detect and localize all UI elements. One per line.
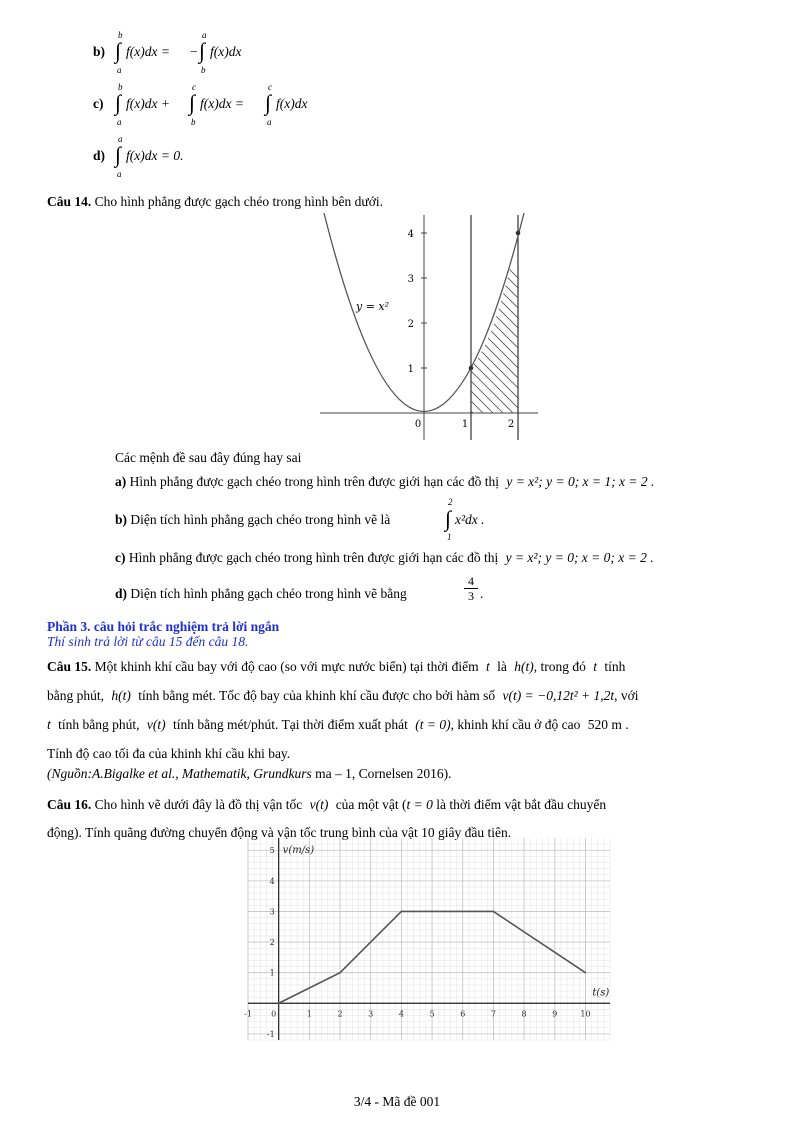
lim: 2 (448, 497, 453, 507)
q14-text: Cho hình phẳng được gạch chéo trong hình bên dưới. (94, 194, 383, 209)
text: , khinh khí cầu ở độ cao (450, 717, 581, 732)
xtick: 1 (461, 419, 469, 430)
y-axis-label: v(m/s) (282, 845, 315, 857)
q14-a-text: Hình phẳng được gạch chéo trong hình trên được giới hạn các đồ thị (129, 474, 499, 489)
q14-c-math: y = x²; y = 0; x = 0; x = 2 . (505, 550, 654, 565)
lim: b (191, 117, 196, 127)
y-tick-label: -1 (266, 1029, 275, 1039)
x-axis-label: t(s) (592, 987, 610, 999)
data-point (585, 972, 587, 974)
xtick: 0 (414, 419, 422, 430)
y-tick-label: 4 (269, 876, 275, 886)
item-b-left: f(x)dx = (126, 44, 170, 59)
lim: b (201, 65, 206, 75)
x-tick-label: 5 (429, 1009, 435, 1019)
data-point (493, 911, 495, 913)
x-tick-label: 6 (460, 1009, 466, 1019)
lim: a (118, 134, 123, 144)
q14-a-math: y = x²; y = 0; x = 1; x = 2 . (506, 474, 655, 489)
text: của một vật ( (335, 797, 407, 812)
math: v(t) (146, 717, 166, 732)
q15-line4: Tính độ cao tối đa của khinh khí cầu khi bay. (47, 746, 291, 761)
q14-b-text: Diện tích hình phẳng gạch chéo trong hình vẽ là (130, 512, 391, 527)
item-c-t3: f(x)dx (276, 96, 308, 111)
math: t (593, 659, 598, 674)
x-tick-label: 2 (337, 1009, 343, 1019)
q15-line2 (47, 688, 639, 704)
lim: a (117, 169, 122, 179)
q16-label: Câu 16. (47, 797, 92, 812)
y-tick-label: 5 (269, 846, 275, 856)
q14-b-label: b) (115, 512, 128, 527)
item-c-label: c) (93, 96, 104, 111)
lim: 1 (447, 532, 452, 542)
q14-b-math: x²dx . (455, 512, 485, 527)
y-tick-label: 3 (269, 907, 275, 917)
x-tick-label: 8 (521, 1009, 527, 1019)
text: Một khinh khí cầu bay với độ cao (so với mực nước biển) tại thời điểm (94, 659, 479, 674)
curve-label: y = x² (356, 300, 390, 313)
velocity-chart (244, 838, 610, 1040)
y-tick-label: 1 (269, 968, 275, 978)
q14-prompt: Các mệnh đề sau đây đúng hay sai (115, 450, 302, 465)
source-italic: (Nguồn:A.Bigalke et al., Mathematik, Grundkurs (47, 766, 312, 781)
q14-c (115, 550, 654, 566)
text: tính bằng mét/phút. Tại thời điểm xuất phát (173, 717, 408, 732)
q14-d-tail: . (480, 586, 484, 601)
text: là thời điểm vật bắt đầu chuyển (436, 797, 607, 812)
q14-d-fraction (464, 574, 478, 603)
text: bằng phút, (47, 688, 104, 703)
q15-line1 (47, 659, 625, 675)
q14-d-text: Diện tích hình phẳng gạch chéo trong hình vẽ bằng (130, 586, 407, 601)
q14-heading (47, 194, 383, 210)
math: 520 m . (587, 717, 629, 732)
page-footer: 3/4 - Mã đề 001 (353, 1094, 441, 1109)
q14-a (115, 474, 654, 490)
q16-line2: động). Tính quãng đường chuyển động và vận tốc trung bình của vật 10 giây đầu tiên. (47, 825, 512, 840)
q16-line1 (47, 797, 606, 813)
lim: a (117, 117, 122, 127)
math: h(t) (514, 659, 534, 674)
data-point (401, 911, 403, 913)
item-b-label: b) (93, 44, 106, 59)
lim: c (268, 82, 272, 92)
text: , trong đó (533, 659, 586, 674)
q14-c-text: Hình phẳng được gạch chéo trong hình trên được giới hạn các đồ thị (128, 550, 499, 565)
q15-line3 (47, 717, 629, 733)
part3-subtitle: Thí sinh trả lời từ câu 15 đến câu 18. (47, 634, 249, 649)
text: tính (604, 659, 626, 674)
data-point (339, 972, 341, 974)
math: t = 0 (406, 797, 433, 812)
x-tick-label: 0 (271, 1009, 277, 1019)
item-c-t1: f(x)dx + (126, 96, 170, 111)
q14-a-label: a) (115, 474, 127, 489)
y-tick-label: 2 (269, 938, 275, 948)
q15-source (47, 766, 452, 782)
text: , với (614, 688, 639, 703)
lim: a (202, 30, 207, 40)
text: là (497, 659, 507, 674)
ytick: 2 (407, 319, 414, 330)
source-plain: ma – 1, Cornelsen 2016). (315, 766, 452, 781)
xtick: 2 (507, 419, 515, 430)
ytick: 1 (407, 364, 414, 375)
q14-d-label: d) (115, 586, 128, 601)
x-tick-label: 7 (490, 1009, 496, 1019)
item-b-minus: − (190, 44, 198, 59)
q14-label: Câu 14. (47, 194, 92, 209)
math: t (486, 659, 490, 674)
lim: a (267, 117, 272, 127)
math: t (47, 717, 51, 732)
lim: a (117, 65, 122, 75)
lim: b (118, 82, 123, 92)
x-tick-label: 1 (306, 1009, 312, 1019)
x-tick-label: 3 (368, 1009, 374, 1019)
text: Cho hình vẽ dưới đây là đồ thị vận tốc (94, 797, 303, 812)
x-tick-label: 10 (580, 1009, 591, 1019)
math: h(t) (111, 688, 131, 703)
lim: b (118, 30, 123, 40)
q14-b (115, 512, 390, 528)
x-tick-label: -1 (244, 1009, 252, 1019)
part3-title: Phần 3. câu hỏi trắc nghiệm trả lời ngắn (47, 619, 280, 634)
ytick: 4 (407, 229, 414, 240)
text: tính bằng phút, (58, 717, 140, 732)
item-b-right: f(x)dx (210, 44, 242, 59)
data-point (278, 1002, 280, 1004)
item-c-t2: f(x)dx = (200, 96, 244, 111)
item-d-t1: f(x)dx = 0. (126, 148, 184, 163)
frac-den: 3 (468, 589, 474, 603)
x-tick-label: 4 (398, 1009, 404, 1019)
item-d-label: d) (93, 148, 106, 163)
frac-num: 4 (468, 574, 474, 588)
ytick: 3 (407, 274, 414, 285)
text: tính bằng mét. Tốc độ bay của khinh khí cầu được cho bởi hàm số (138, 688, 496, 703)
math: (t = 0) (415, 717, 451, 732)
x-tick-label: 9 (552, 1009, 558, 1019)
q14-d (115, 586, 407, 602)
parabola-graph (310, 210, 545, 442)
math: v(t) = −0,12t² + 1,2t (502, 688, 615, 703)
math: v(t) (309, 797, 329, 812)
q14-c-label: c) (115, 550, 126, 565)
lim: c (192, 82, 196, 92)
q15-label: Câu 15. (47, 659, 92, 674)
